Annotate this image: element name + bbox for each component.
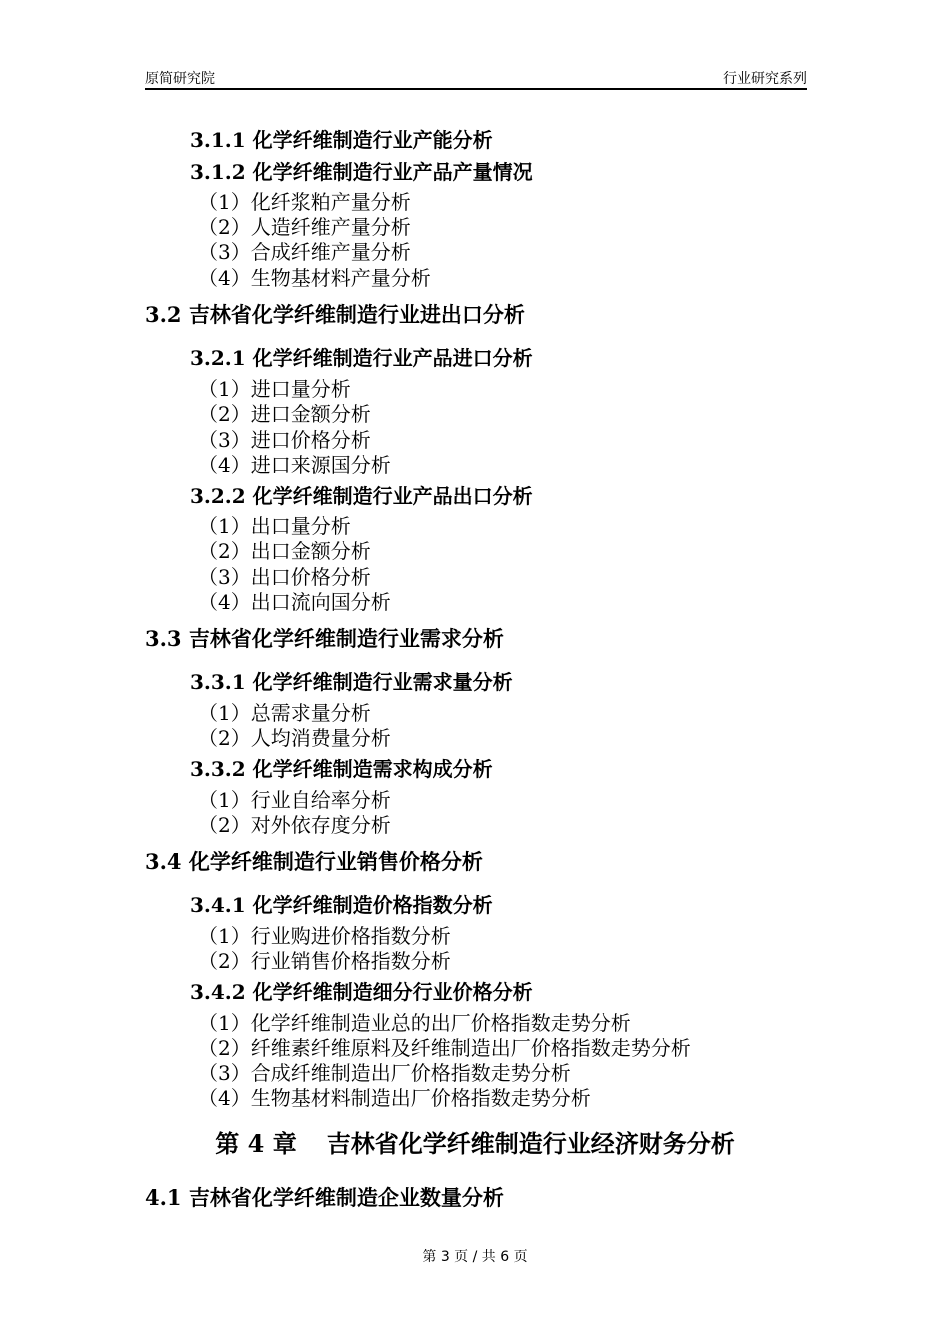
page-number: 第 3 页 / 共 6 页	[422, 1249, 528, 1265]
list-item: （2）纤维素纤维原料及纤维制造出厂价格指数走势分析	[198, 1036, 691, 1060]
list-item: （3）出口价格分析	[198, 565, 371, 589]
heading-3-3: 3.3 吉林省化学纤维制造行业需求分析	[145, 626, 504, 651]
heading-3-1-1: 3.1.1 化学纤维制造行业产能分析	[190, 128, 493, 152]
list-item: （3）合成纤维产量分析	[198, 240, 411, 264]
heading-3-2-1: 3.2.1 化学纤维制造行业产品进口分析	[190, 346, 533, 370]
page-header	[145, 66, 807, 90]
list-item: （2）进口金额分析	[198, 402, 371, 426]
chapter-title: 吉林省化学纤维制造行业经济财务分析	[326, 1129, 735, 1158]
header-series: 行业研究系列	[723, 71, 807, 87]
list-item: （2）行业销售价格指数分析	[198, 949, 451, 973]
list-item: （3）进口价格分析	[198, 428, 371, 452]
heading-4-1: 4.1 吉林省化学纤维制造企业数量分析	[145, 1185, 504, 1210]
list-item: （1）化学纤维制造业总的出厂价格指数走势分析	[198, 1011, 631, 1035]
list-item: （1）行业购进价格指数分析	[198, 924, 451, 948]
heading-3-2-2: 3.2.2 化学纤维制造行业产品出口分析	[190, 484, 533, 508]
heading-3-1-2: 3.1.2 化学纤维制造行业产品产量情况	[190, 160, 533, 184]
heading-3-3-1: 3.3.1 化学纤维制造行业需求量分析	[190, 670, 513, 694]
chapter-heading	[0, 1124, 950, 1159]
list-item: （1）出口量分析	[198, 514, 351, 538]
list-item: （1）进口量分析	[198, 377, 351, 401]
list-item: （1）总需求量分析	[198, 701, 371, 725]
list-item: （4）生物基材料产量分析	[198, 266, 431, 290]
heading-3-4-2: 3.4.2 化学纤维制造细分行业价格分析	[190, 980, 533, 1004]
header-org: 原简研究院	[145, 71, 215, 87]
heading-3-2: 3.2 吉林省化学纤维制造行业进出口分析	[145, 302, 525, 327]
heading-3-4: 3.4 化学纤维制造行业销售价格分析	[145, 849, 483, 874]
list-item: （2）人均消费量分析	[198, 726, 391, 750]
list-item: （1）化纤浆粕产量分析	[198, 190, 411, 214]
list-item: （3）合成纤维制造出厂价格指数走势分析	[198, 1061, 571, 1085]
list-item: （4）进口来源国分析	[198, 453, 391, 477]
chapter-number: 第 4 章	[215, 1129, 297, 1158]
list-item: （2）出口金额分析	[198, 539, 371, 563]
heading-3-4-1: 3.4.1 化学纤维制造价格指数分析	[190, 893, 493, 917]
list-item: （2）对外依存度分析	[198, 813, 391, 837]
list-item: （1）行业自给率分析	[198, 788, 391, 812]
list-item: （2）人造纤维产量分析	[198, 215, 411, 239]
heading-3-3-2: 3.3.2 化学纤维制造需求构成分析	[190, 757, 493, 781]
list-item: （4）出口流向国分析	[198, 590, 391, 614]
list-item: （4）生物基材料制造出厂价格指数走势分析	[198, 1086, 591, 1110]
